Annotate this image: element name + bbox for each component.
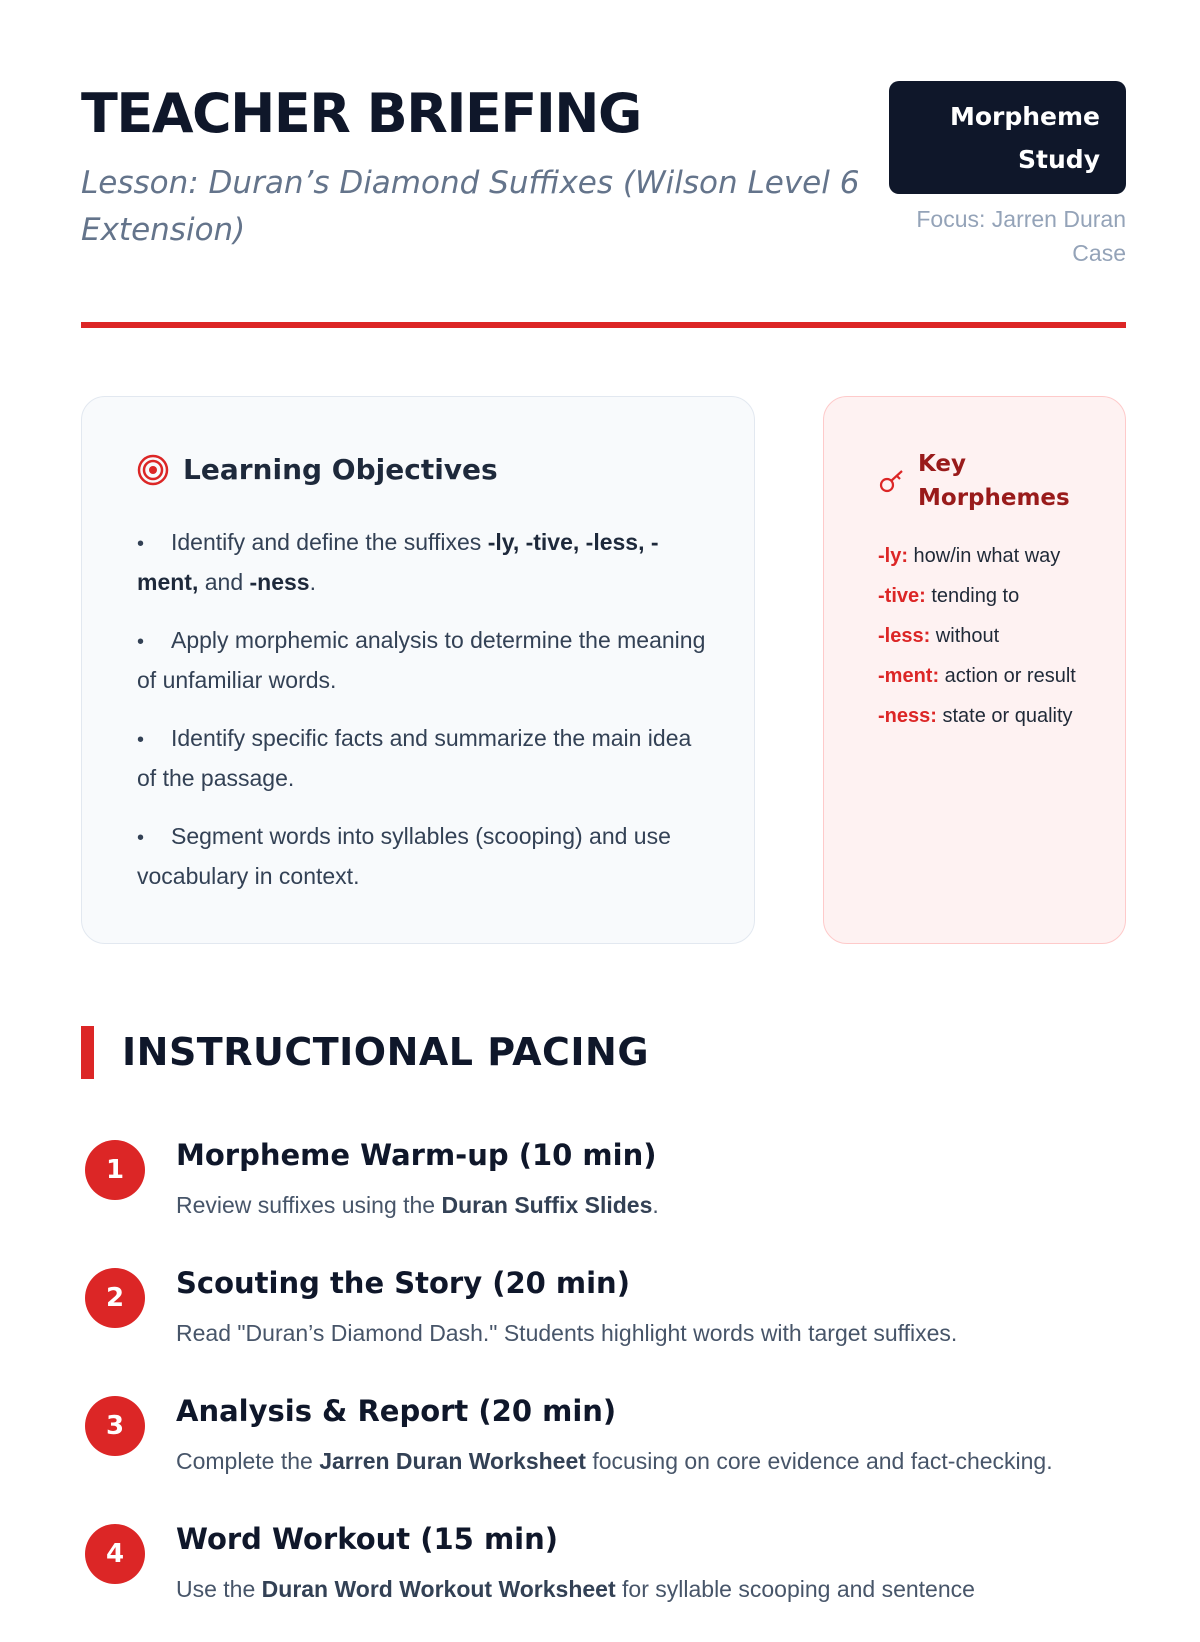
step-desc-text: for syllable scooping and sentence — [615, 1576, 975, 1602]
objective-text: Apply morphemic analysis to determine the meaning of unfamiliar words. — [137, 627, 706, 693]
objective-item — [137, 817, 707, 895]
step-desc-text: focusing on core evidence and fact-checking. — [585, 1448, 1053, 1474]
morpheme-meaning: how/in what way — [908, 545, 1061, 567]
morpheme-item — [878, 583, 1078, 610]
step-title: Word Workout (15 min) — [176, 1522, 559, 1556]
target-icon — [137, 454, 169, 486]
pacing-step — [81, 1386, 1141, 1514]
step-desc-text: . — [652, 1192, 659, 1218]
step-description — [176, 1192, 659, 1219]
pacing-step — [81, 1514, 1141, 1642]
teacher-briefing-page — [81, 0, 1126, 1602]
morphemes-heading — [878, 447, 1078, 515]
pacing-step — [81, 1258, 1141, 1386]
key-icon — [878, 467, 906, 495]
objective-text: Identify specific facts and summarize the main idea of the passage. — [137, 725, 692, 791]
step-number-badge: 1 — [85, 1140, 145, 1200]
morpheme-study-badge — [889, 81, 1126, 194]
morpheme-meaning: tending to — [925, 585, 1020, 607]
morpheme-item — [878, 623, 1078, 650]
step-desc-text: Complete the — [176, 1448, 320, 1474]
key-morphemes-card — [823, 396, 1126, 944]
bullet-icon: • — [137, 827, 145, 849]
objectives-title: Learning Objectives — [183, 453, 498, 486]
objective-text: -ly, -tive, -less, -ment, — [137, 529, 659, 595]
badge-line-2: Study — [1018, 145, 1100, 174]
step-desc-text: Use the — [176, 1576, 262, 1602]
morpheme-suffix: -ment: — [878, 665, 940, 687]
step-description — [176, 1448, 1053, 1475]
morpheme-item — [878, 703, 1078, 730]
badge-line-1: Morpheme — [949, 102, 1100, 131]
pacing-section-heading — [81, 1024, 649, 1080]
step-title: Analysis & Report (20 min) — [176, 1394, 617, 1428]
morpheme-suffix: -tive: — [878, 585, 926, 607]
morpheme-meaning: without — [930, 625, 1000, 647]
step-number-badge: 3 — [85, 1396, 145, 1456]
section-accent-bar — [81, 1026, 94, 1079]
page-title: TEACHER BRIEFING — [81, 82, 641, 145]
morpheme-item — [878, 543, 1078, 570]
step-title: Morpheme Warm-up (10 min) — [176, 1138, 657, 1172]
bullet-icon: • — [137, 729, 145, 751]
objective-item — [137, 621, 707, 699]
morpheme-meaning: action or result — [939, 665, 1076, 687]
bullet-icon: • — [137, 533, 145, 555]
step-description — [176, 1576, 975, 1603]
learning-objectives-card — [81, 396, 755, 944]
bullet-icon: • — [137, 631, 145, 653]
step-resource: Duran Suffix Slides — [441, 1192, 653, 1218]
objective-text: and — [198, 569, 250, 595]
objective-text: Identify and define the suffixes — [171, 529, 488, 555]
focus-label: Focus: Jarren Duran Case — [916, 206, 1126, 266]
step-resource: Jarren Duran Worksheet — [319, 1448, 586, 1474]
objective-text: Segment words into syllables (scooping) and use vocabulary in context. — [137, 823, 671, 889]
objectives-list — [137, 523, 707, 915]
morphemes-title: Key Morphemes — [918, 451, 1070, 511]
step-number-badge: 2 — [85, 1268, 145, 1328]
morphemes-list — [878, 543, 1078, 743]
step-desc-text: Read "Duran’s Diamond Dash." Students highlight words with target suffixes. — [176, 1320, 958, 1346]
header — [81, 0, 1126, 330]
header-divider — [81, 322, 1126, 328]
pacing-steps — [81, 1130, 1141, 1642]
morpheme-suffix: -ly: — [878, 545, 908, 567]
morpheme-meaning: state or quality — [936, 705, 1073, 727]
objective-text: -ness — [249, 569, 310, 595]
pacing-title: INSTRUCTIONAL PACING — [122, 1030, 650, 1074]
pacing-step — [81, 1130, 1141, 1258]
objective-item — [137, 719, 707, 797]
step-number-badge: 4 — [85, 1524, 145, 1584]
objective-text: . — [309, 569, 316, 595]
step-desc-text: Review suffixes using the — [176, 1192, 442, 1218]
step-resource: Duran Word Workout Worksheet — [261, 1576, 616, 1602]
objectives-heading — [137, 453, 498, 486]
morpheme-suffix: -ness: — [878, 705, 937, 727]
morpheme-item — [878, 663, 1078, 690]
morpheme-suffix: -less: — [878, 625, 931, 647]
objective-item — [137, 523, 707, 601]
step-description — [176, 1320, 957, 1347]
lesson-subtitle: Lesson: Duran’s Diamond Suffixes (Wilson Level 6 Extension) — [81, 165, 860, 248]
step-title: Scouting the Story (20 min) — [176, 1266, 630, 1300]
